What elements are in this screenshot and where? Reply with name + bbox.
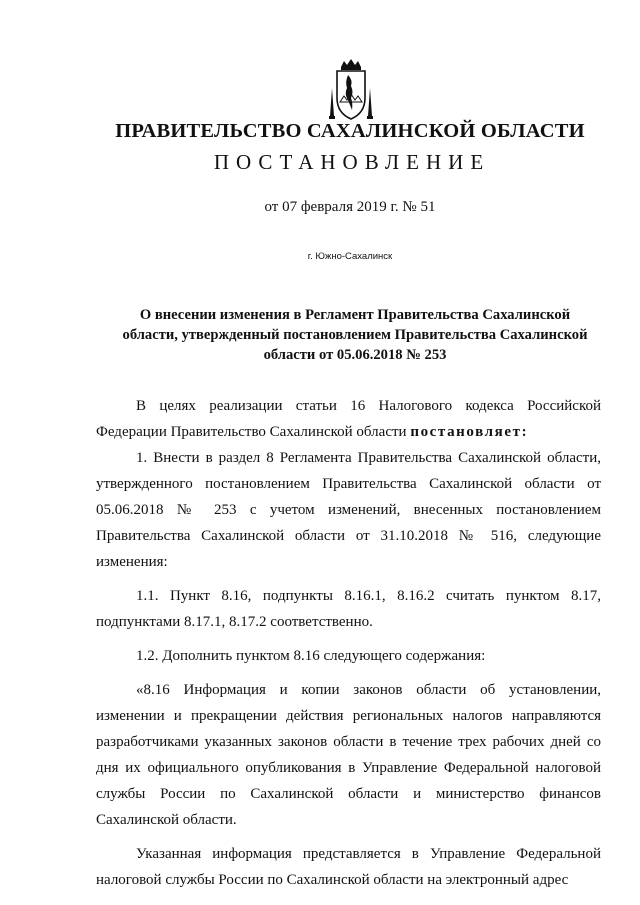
document-body	[96, 393, 601, 893]
paragraph-item-1-1: 1.1. Пункт 8.16, подпункты 8.16.1, 8.16.2 считать пунктом 8.17, подпунктами 8.17.1, 8.17.2 соответственно.	[96, 588, 601, 630]
decree-word: постановляет:	[410, 424, 529, 440]
city-name: г. Южно-Сахалинск	[307, 251, 393, 262]
paragraph-quote-8-16: «8.16 Информация и копии законов области об установлении, изменении и прекращении действия региональных налогов направляются разработчиками указанных законов области в течение трех рабочих дней со дня их официального опубликования в Управление Федеральной налоговой службы России по Сахалинской области и министерство финансов Сахалинской области.	[96, 682, 601, 828]
document-type: ПОСТАНОВЛЕНИЕ	[213, 150, 491, 174]
paragraph-item-1: 1. Внести в раздел 8 Регламента Правительства Сахалинской области, утвержденного постановлением Правительства Сахалинской области от 05.06.2018 № 253 с учетом изменений, внесенных постановлением Правительства Сахалинской области от 31.10.2018 № 516, следующие изменения:	[96, 450, 601, 570]
document-title: О внесении изменения в Регламент Правительства Сахалинской области, утвержденный постановлением Правительства Сахалинской области от 05.06.2018 № 253	[122, 307, 588, 363]
organization-name: ПРАВИТЕЛЬСТВО САХАЛИНСКОЙ ОБЛАСТИ	[115, 120, 585, 142]
paragraph-continuation: Указанная информация представляется в Управление Федеральной налоговой службы России по Сахалинской области на электронный адрес	[96, 846, 601, 888]
preamble-text: В целях реализации статьи 16 Налогового кодекса Российской Федерации Правительство Сахалинской области	[96, 398, 601, 440]
document-date-number: от 07 февраля 2019 г. № 51	[264, 199, 436, 215]
paragraph-preamble	[96, 393, 601, 445]
sakhalin-coat-of-arms-icon	[328, 58, 374, 122]
paragraph-item-1-2: 1.2. Дополнить пунктом 8.16 следующего содержания:	[136, 648, 486, 664]
